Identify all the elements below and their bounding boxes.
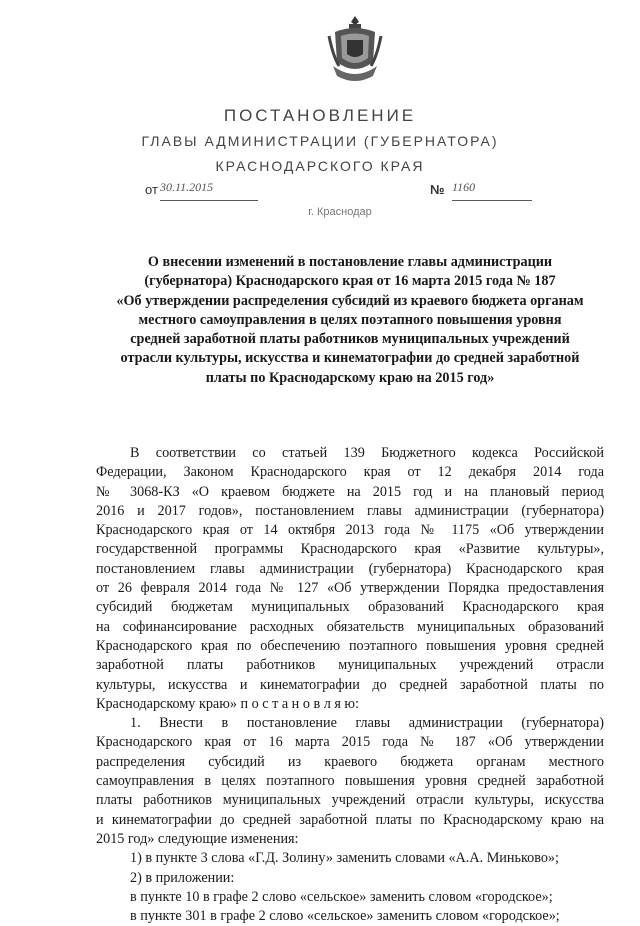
body-line: самоуправления в целях поэтапного повышения уровня средней заработной bbox=[96, 773, 604, 790]
region-heading: КРАСНОДАРСКОГО КРАЯ bbox=[215, 158, 425, 174]
body-line: 1. Внести в постановление главы администрации (губернатора) bbox=[130, 715, 604, 732]
body-line: Краснодарскому краю» п о с т а н о в л я ю: bbox=[96, 695, 359, 712]
body-line: государственной программы Краснодарского края «Развитие культуры», bbox=[96, 541, 604, 558]
coat-of-arms-emblem bbox=[327, 14, 383, 84]
body-line: распределения субсидий из краевого бюджета органам местного bbox=[96, 753, 604, 770]
date-prefix: от bbox=[145, 182, 158, 197]
body-line: 2016 и 2017 годов», постановлением главы администрации (губернатора) bbox=[96, 502, 604, 519]
title-line: средней заработной платы работников муниципальных учреждений bbox=[130, 331, 570, 348]
body-line: в пункте 301 в графе 2 слово «сельское» заменить словом «городское»; bbox=[130, 908, 560, 925]
city-label: г. Краснодар bbox=[308, 206, 372, 218]
body-line: культуры, искусства и кинематографии до средней заработной платы по bbox=[96, 676, 604, 693]
body-line: В соответствии со статьей 139 Бюджетного кодекса Российской bbox=[130, 445, 604, 461]
body-line: Краснодарского края от 16 марта 2015 года № 187 «Об утверждении bbox=[96, 734, 604, 751]
title-line: платы по Краснодарскому краю на 2015 год» bbox=[205, 369, 495, 386]
handwritten-date: 30.11.2015 bbox=[160, 180, 258, 201]
body-line: Краснодарского края по обеспечению поэтапного повышения уровня средней bbox=[96, 637, 604, 654]
body-line: платы работников муниципальных учреждений отрасли культуры, искусства bbox=[96, 792, 604, 809]
body-line: Федерации, Законом Краснодарского края от 12 декабря 2014 года bbox=[96, 464, 604, 481]
body-line: постановлением главы администрации (губернатора) Краснодарского края bbox=[96, 560, 604, 577]
title-line: О внесении изменений в постановление главы администрации bbox=[147, 254, 553, 270]
title-line: (губернатора) Краснодарского края от 16 марта 2015 года № 187 bbox=[144, 273, 556, 290]
title-line: отрасли культуры, искусства и кинематографии до средней заработной bbox=[120, 350, 580, 367]
title-line: местного самоуправления в целях поэтапного повышения уровня bbox=[138, 311, 562, 328]
body-line: и кинематографии до средней заработной платы по Краснодарскому краю на bbox=[96, 811, 604, 828]
body-line: 2015 год» следующие изменения: bbox=[96, 830, 299, 847]
body-line: в пункте 10 в графе 2 слово «сельское» заменить словом «городское»; bbox=[130, 888, 553, 905]
body-line: 1) в пункте 3 слова «Г.Д. Золину» заменить словами «А.А. Миньково»; bbox=[130, 850, 559, 867]
resolution-body bbox=[96, 444, 604, 926]
issuer-heading: ГЛАВЫ АДМИНИСТРАЦИИ (ГУБЕРНАТОРА) bbox=[141, 133, 499, 149]
body-line: на софинансирование расходных обязательств муниципальных образований bbox=[96, 618, 604, 635]
body-line: от 26 февраля 2014 года № 127 «Об утверждении Порядка предоставления bbox=[96, 580, 604, 597]
resolution-title bbox=[96, 253, 604, 388]
body-line: заработной платы работников муниципальных учреждений отрасли bbox=[96, 657, 604, 674]
body-line: № 3068-КЗ «О краевом бюджете на 2015 год и на плановый период bbox=[96, 483, 604, 500]
body-line: Краснодарского края от 14 октября 2013 года № 1175 «Об утверждении bbox=[96, 522, 604, 539]
title-line: «Об утверждении распределения субсидий из краевого бюджета органам bbox=[116, 292, 584, 309]
number-prefix: № bbox=[430, 182, 445, 197]
body-line: субсидий бюджетам муниципальных образований Краснодарского края bbox=[96, 599, 604, 616]
document-type-heading: ПОСТАНОВЛЕНИЕ bbox=[223, 106, 417, 125]
body-line: 2) в приложении: bbox=[130, 869, 235, 886]
handwritten-number: 1160 bbox=[452, 180, 532, 201]
